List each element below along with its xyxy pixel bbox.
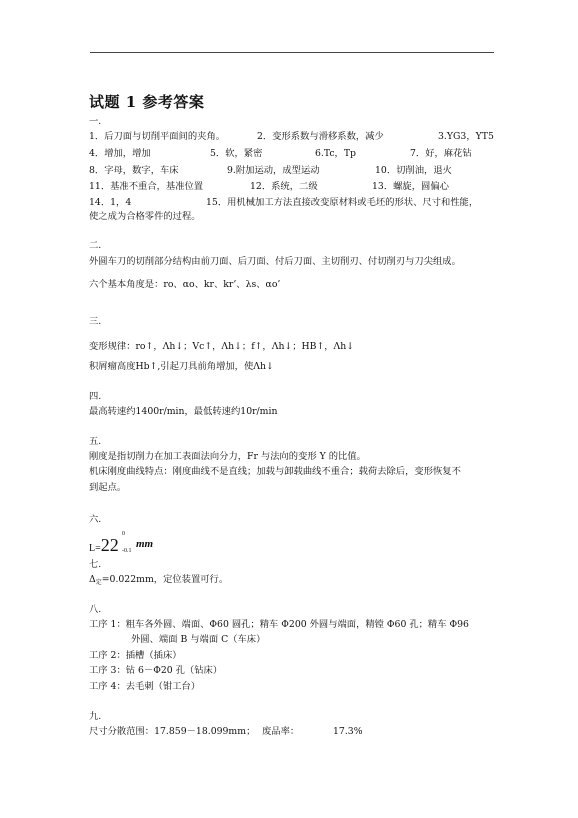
section-5-line-3: 到起点。 (89, 482, 127, 493)
section-7-text: =0.022mm，定位装置可行。 (101, 574, 229, 585)
page-title: 试题 1 参考答案 (89, 93, 205, 111)
answer-15: 15．用机械加工方法直接改变原材料或毛坯的形状、尺寸和性能， (206, 197, 479, 208)
section-3-heading: 三. (89, 316, 102, 327)
process-step-1: 工序 1：粗车各外圆、端面、Φ60 圆孔；精车 Φ200 外圆与端面，精镗 Φ60 孔；精车 Φ96 (89, 619, 469, 630)
delta-subscript: 定 (95, 579, 102, 586)
section-4-line-1: 最高转速约1400r/min，最低转速约10r/min (89, 406, 278, 417)
upper-deviation: 0 (122, 531, 125, 537)
answer-1: 1．后刀面与切削平面间的夹角。 (89, 131, 226, 142)
answer-13: 13．螺旋，圆偏心 (372, 181, 449, 192)
scrap-rate-value: 17.3% (333, 726, 363, 737)
answer-7: 7．好，麻花钻 (410, 148, 472, 159)
section-2-heading: 二. (89, 240, 102, 251)
section-3-line-2: 积屑瘤高度Hb↑,引起刀具前角增加，使Λh↓ (89, 361, 274, 372)
answer-6: 6.Tc，Tp (315, 148, 357, 159)
section-6-heading: 六. (89, 514, 102, 525)
lower-deviation: -0.1 (122, 548, 132, 554)
section-5-line-1: 刚度是指切削力在加工表面法向分力，Fr 与法向的变形 Y 的比值。 (89, 451, 366, 462)
process-step-4: 工序 4：去毛刺（钳工台） (89, 681, 201, 692)
process-step-1-cont: 外圆、端面 B 与端面 C（车床） (131, 634, 266, 645)
section-5-line-2: 机床刚度曲线特点：刚度曲线不是直线；加载与卸载曲线不重合；载荷去除后，变形恢复不 (89, 466, 461, 477)
answer-10: 10．切削油，退火 (375, 165, 452, 176)
dimension-formula (89, 531, 154, 556)
process-step-3: 工序 3：钻 6－Φ20 孔（钻床） (89, 665, 223, 676)
section-2-line-2: 六个基本角度是：ro、αo、kr、kr’、λs、αo’ (89, 279, 281, 290)
answer-11: 11．基准不重合，基准位置 (89, 181, 204, 192)
size-range: 尺寸分散范围：17.859－18.099mm； (89, 726, 256, 737)
answer-8: 8．字母，数字，车床 (89, 165, 179, 176)
dimension-value: 22 (100, 535, 119, 555)
process-step-2: 工序 2：插槽（插床） (89, 650, 182, 661)
delta-symbol: Δ (89, 574, 96, 585)
section-1-heading: 一. (89, 116, 102, 127)
dimension-label: L= (89, 543, 101, 554)
answer-12: 12．系统，二级 (250, 181, 318, 192)
answer-5: 5．软，紧密 (210, 148, 263, 159)
header-rule (90, 52, 494, 53)
answer-2: 2．变形系数与滑移系数，减少 (257, 131, 384, 142)
answer-14: 14．1，4 (89, 197, 132, 208)
dimension-unit: mm (136, 538, 154, 550)
section-7-heading: 七. (89, 559, 102, 570)
answer-9: 9.附加运动，成型运动 (227, 165, 320, 176)
section-8-heading: 八. (89, 604, 102, 615)
scrap-rate-label: 废品率： (262, 726, 300, 737)
section-4-heading: 四. (89, 391, 102, 402)
section-2-line-1: 外圆车刀的切削部分结构由前刀面、后刀面、付后刀面、主切削刃、付切削刃与刀尖组成。 (89, 256, 461, 267)
answer-4: 4．增加，增加 (89, 148, 151, 159)
section-7-line-1 (89, 574, 228, 589)
section-5-heading: 五. (89, 436, 102, 447)
answer-3: 3.YG3，YT5 (438, 131, 494, 142)
answer-15-cont: 使之成为合格零件的过程。 (89, 211, 201, 222)
section-3-line-1: 变形规律：ro↑，Λh↓；Vc↑，Λh↓；f↑，Λh↓；HB↑，Λh↓ (89, 341, 355, 352)
section-9-heading: 九. (89, 711, 102, 722)
